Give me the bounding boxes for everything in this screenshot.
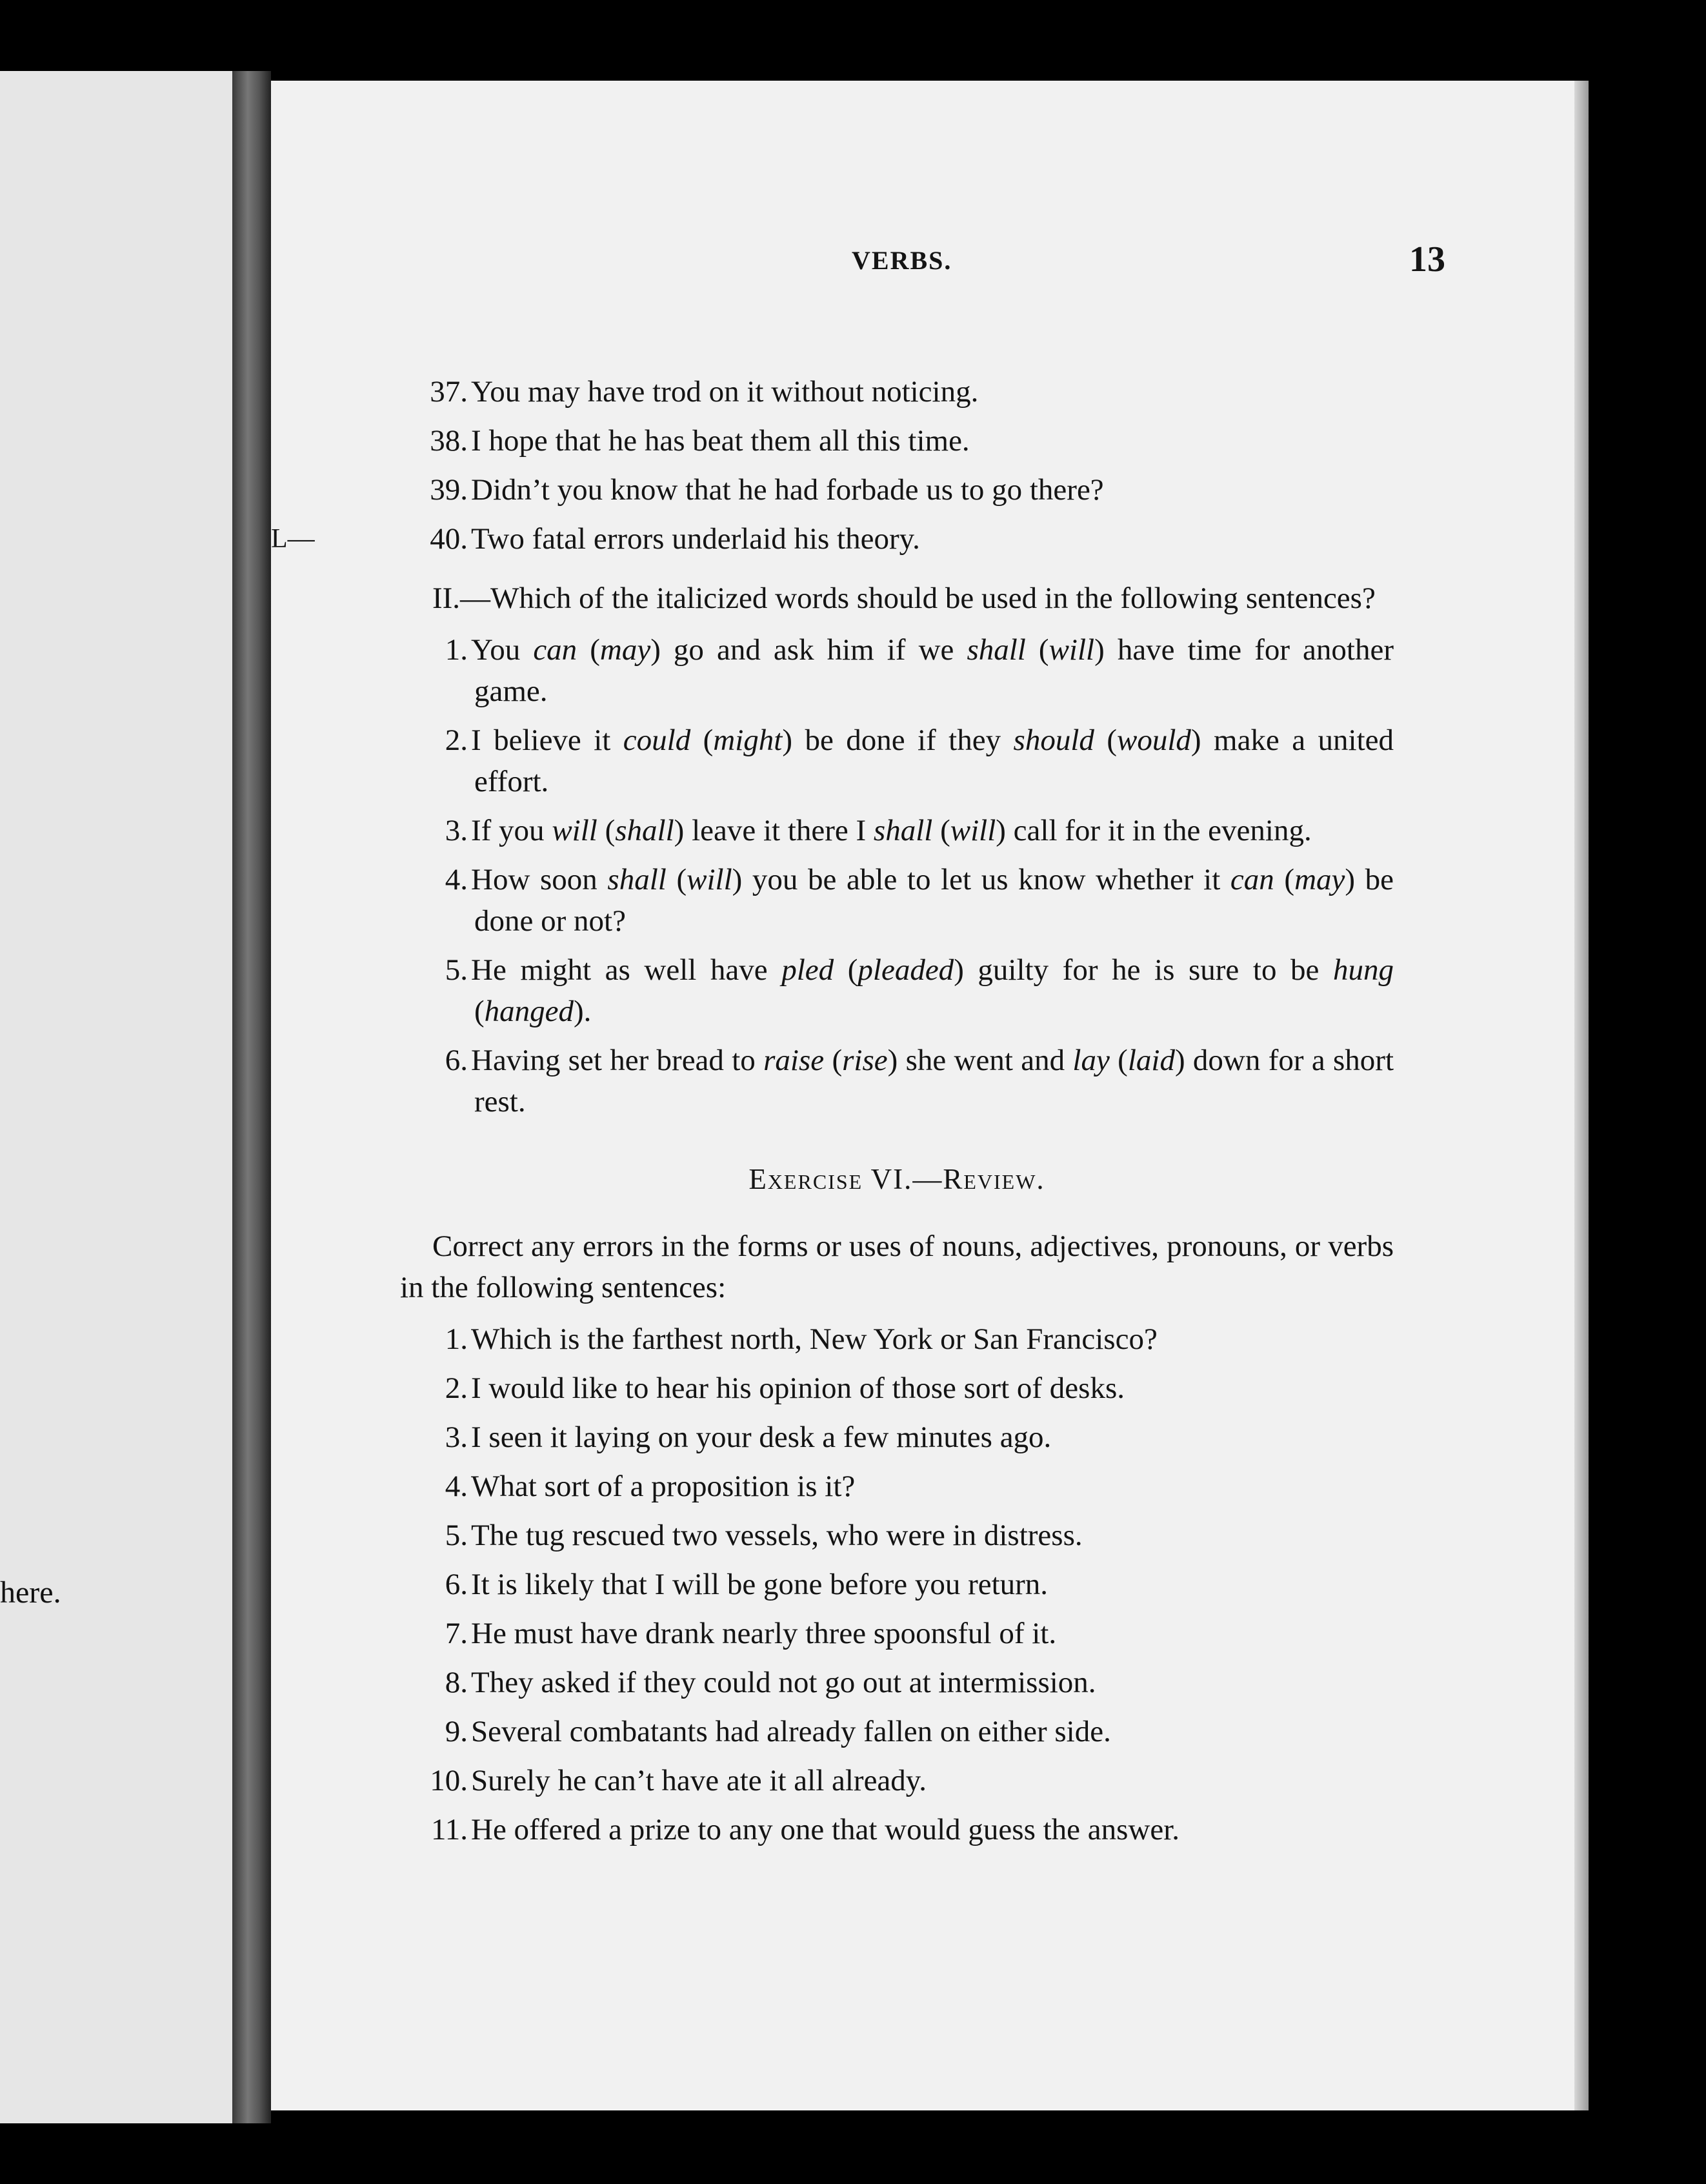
italic-choice: rise [842, 1044, 888, 1077]
item-text-part: How soon [471, 863, 608, 896]
list-item [400, 1417, 1394, 1458]
item-text: You may have trod on it without noticing. [471, 375, 979, 409]
list-item [400, 1809, 1394, 1850]
item-text-part: ( [932, 814, 950, 847]
item-text: The tug rescued two vessels, who were in distress. [471, 1519, 1083, 1552]
list-item [400, 810, 1394, 851]
item-text-part: ( [1274, 863, 1295, 896]
italic-choice: raise [763, 1044, 825, 1077]
previous-page-fragment [0, 71, 232, 2123]
item-text: I hope that he has beat them all this time. [471, 424, 970, 458]
list-item [400, 1760, 1394, 1801]
italic-choice: should [1013, 723, 1094, 757]
list-item [400, 1515, 1394, 1556]
list-item [400, 371, 1394, 412]
item-text-part: ( [690, 723, 714, 757]
item-number: 6. [445, 1044, 468, 1077]
italic-choice: can [533, 633, 577, 667]
item-number: 4. [445, 1470, 468, 1503]
item-number: 39. [430, 473, 468, 507]
item-text-part: Having set her bread to [471, 1044, 764, 1077]
item-text-part: ) go and ask him if we [650, 633, 967, 667]
running-head: VERBS. [852, 246, 952, 275]
item-number: 6. [445, 1568, 468, 1601]
list-item [400, 859, 1394, 942]
item-number: 4. [445, 863, 468, 896]
item-text: He must have drank nearly three spoonsful of it. [471, 1617, 1057, 1650]
italic-choice: can [1230, 863, 1274, 896]
item-number: 7. [445, 1617, 468, 1650]
list-item [400, 1662, 1394, 1703]
page-header [271, 239, 1587, 290]
previous-page-text: here. [0, 1575, 61, 1610]
list-item [400, 949, 1394, 1032]
item-text: What sort of a proposition is it? [471, 1470, 856, 1503]
item-text-part: ( [824, 1044, 843, 1077]
italic-choice: pleaded [858, 953, 954, 987]
item-text: Two fatal errors underlaid his theory. [471, 522, 920, 556]
item-number: 3. [445, 1421, 468, 1454]
page-number: 13 [1409, 239, 1445, 279]
italic-choice: will [1049, 633, 1095, 667]
item-text-part: ( [1109, 1044, 1128, 1077]
page-edge [1574, 81, 1589, 2110]
item-text-part: ( [597, 814, 616, 847]
item-number: 1. [445, 633, 468, 667]
exercise-review-list [400, 1319, 1394, 1850]
item-text: Didn’t you know that he had forbade us to go there? [471, 473, 1104, 507]
item-number: 5. [445, 953, 468, 987]
italic-choice: shall [615, 814, 674, 847]
item-text-part: ( [834, 953, 858, 987]
item-text-part: ) down for a short rest. [474, 1044, 1394, 1118]
list-item [400, 469, 1394, 511]
page-body [271, 371, 1394, 1858]
item-number: 2. [445, 723, 468, 757]
item-text-part: ) call for it in the evening. [996, 814, 1312, 847]
exercise-instructions: Correct any errors in the forms or uses of nouns, adjectives, pronouns, or verbs in the following sentences: [400, 1229, 1394, 1304]
item-number: 9. [445, 1715, 468, 1748]
italic-choice: may [599, 633, 651, 667]
item-number: 11. [430, 1813, 468, 1846]
item-text-part: ) guilty for he is sure to be [954, 953, 1333, 987]
item-number: 2. [445, 1371, 468, 1405]
item-number: 8. [445, 1666, 468, 1699]
italic-choice: would [1117, 723, 1191, 757]
item-text-part: ( [474, 995, 485, 1028]
list-item [400, 1466, 1394, 1507]
item-text-part: ( [1025, 633, 1049, 667]
item-number: 3. [445, 814, 468, 847]
italic-choice: shall [967, 633, 1026, 667]
item-number: 5. [445, 1519, 468, 1552]
exercise-part-1-list [271, 371, 1394, 560]
italic-choice: laid [1127, 1044, 1175, 1077]
item-text: Surely he can’t have ate it all already. [471, 1764, 927, 1797]
italic-choice: might [713, 723, 783, 757]
item-text-part: He might as well have [471, 953, 782, 987]
item-text-part: ) leave it there I [674, 814, 874, 847]
item-text: He offered a prize to any one that would guess the answer. [471, 1813, 1180, 1846]
italic-choice: will [950, 814, 996, 847]
item-text-part: ( [1094, 723, 1117, 757]
item-text-part: If you [471, 814, 552, 847]
item-text: Several combatants had already fallen on either side. [471, 1715, 1111, 1748]
italic-choice: may [1294, 863, 1345, 896]
italic-choice: lay [1072, 1044, 1110, 1077]
item-text: It is likely that I will be gone before you return. [471, 1568, 1049, 1601]
item-text: I seen it laying on your desk a few minutes ago. [471, 1421, 1052, 1454]
italic-choice: hung [1333, 953, 1394, 987]
italic-choice: could [623, 723, 691, 757]
item-text: Which is the farthest north, New York or San Francisco? [471, 1322, 1158, 1356]
book-page [271, 81, 1587, 2110]
item-text-part: ) make a united effort. [474, 723, 1394, 798]
item-number: 10. [430, 1764, 468, 1797]
list-item: L— 40. Two fatal errors underlaid his theory. [400, 518, 1394, 560]
item-text-part: I believe it [471, 723, 623, 757]
item-text-part: ) she went and [887, 1044, 1073, 1077]
list-item [400, 1711, 1394, 1752]
item-text-part: ) you be able to let us know whether it [732, 863, 1230, 896]
italic-choice: pled [781, 953, 834, 987]
italic-choice: will [552, 814, 597, 847]
item-text: I would like to hear his opinion of those sort of desks. [471, 1371, 1125, 1405]
item-text-part: ( [666, 863, 687, 896]
list-item [400, 1613, 1394, 1654]
item-text-part: ) have time for another game. [474, 633, 1394, 708]
exercise-title: Exercise VI.—Review. [748, 1163, 1045, 1195]
item-text-part: You [471, 633, 534, 667]
item-text-part: ) be done if they [782, 723, 1014, 757]
book-gutter [232, 71, 271, 2123]
list-item [400, 1368, 1394, 1409]
item-text: They asked if they could not go out at intermission. [471, 1666, 1096, 1699]
exercise-part-2-list [400, 629, 1394, 1122]
item-text-part: ) be done or not? [474, 863, 1394, 938]
list-item [400, 1319, 1394, 1360]
list-item [400, 1040, 1394, 1122]
italic-choice: shall [607, 863, 667, 896]
item-number: 37. [430, 375, 468, 409]
item-text-part: ). [574, 995, 592, 1028]
item-number: 40. [430, 522, 468, 556]
list-item [400, 720, 1394, 802]
item-number: 38. [430, 424, 468, 458]
item-text-part: ( [577, 633, 600, 667]
italic-choice: shall [873, 814, 933, 847]
list-item [400, 420, 1394, 461]
item-number: 1. [445, 1322, 468, 1356]
list-item [400, 629, 1394, 712]
part-2-instructions: II.—Which of the italicized words should be used in the following sentences? [432, 581, 1376, 615]
list-item [400, 1564, 1394, 1605]
italic-choice: hanged [484, 995, 574, 1028]
italic-choice: will [687, 863, 732, 896]
